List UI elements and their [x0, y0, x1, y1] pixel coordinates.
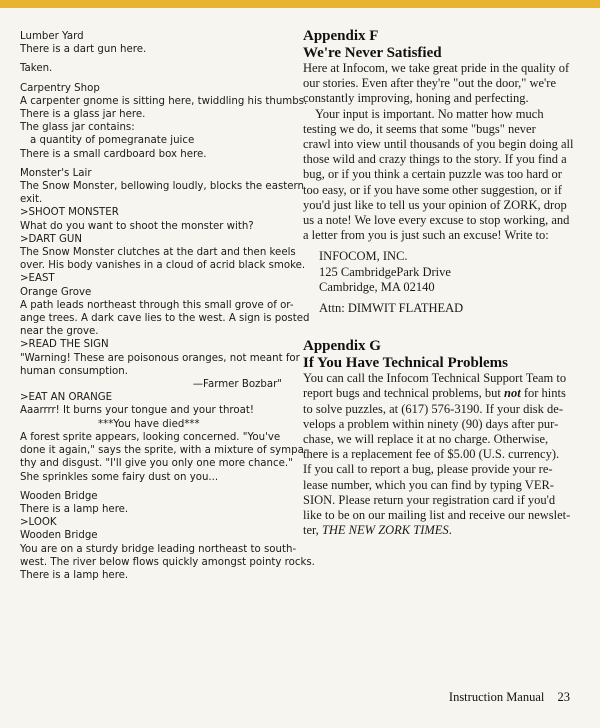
transcript-line: over. His body vanishes in a cloud of acrid black smoke. — [20, 260, 306, 272]
appendix-f — [303, 28, 579, 316]
transcript-line: There is a glass jar here. — [20, 109, 146, 121]
body-line: If you call to report a bug, please provide your re- — [303, 462, 553, 477]
body-line: You can call the Infocom Technical Support Team to — [303, 371, 567, 386]
transcript-line: exit. — [20, 194, 43, 206]
body-line: to solve puzzles, at (617) 576-3190. If your disk de- — [303, 401, 564, 416]
body-line: our stories. Even after they're "out the door," we're — [303, 76, 557, 91]
transcript-line: Taken. — [20, 63, 53, 75]
body-line: too easy, or if you have some other suggestion, or if — [303, 182, 562, 197]
transcript-line: >READ THE SIGN — [20, 339, 109, 351]
appendix-f-body — [303, 61, 579, 243]
transcript-line: Orange Grove — [20, 286, 92, 298]
body-line: report bugs and technical problems, but not for hints — [303, 386, 566, 401]
body-line: like to be on our mailing list and receive our newslet- — [303, 508, 571, 523]
body-line: Your input is important. No matter how much — [315, 106, 544, 121]
transcript-line: The glass jar contains: — [20, 122, 135, 134]
transcript-line: a quantity of pomegranate juice — [30, 135, 195, 147]
transcript-line: done it again," says the sprite, with a mixture of sympa- — [20, 445, 308, 457]
transcript-line: "Warning! These are poisonous oranges, not meant for — [20, 352, 300, 364]
transcript-line: human consumption. — [20, 365, 128, 377]
footer-label: Instruction Manual — [448, 690, 545, 704]
transcript-line: A forest sprite appears, looking concerned. "You've — [20, 431, 281, 443]
transcript-line: Monster's Lair — [20, 167, 92, 179]
transcript-line: Wooden Bridge — [20, 490, 98, 502]
body-line: chase, we will replace it at no charge. Otherwise, — [303, 432, 549, 447]
top-accent-bar — [0, 0, 600, 8]
body-line: Here at Infocom, we take great pride in the quality of — [303, 61, 570, 75]
transcript-line: >DART GUN — [20, 233, 82, 245]
mailing-address — [303, 249, 579, 316]
body-line: a letter from you is just such an excuse! Write to: — [303, 228, 549, 243]
body-line: crawl into view until thousands of you begin doing all — [303, 137, 574, 152]
body-line: constantly improving, honing and perfecting. — [303, 91, 529, 106]
address-line: Cambridge, MA 02140 — [319, 279, 435, 294]
game-transcript — [20, 30, 315, 582]
transcript-line: There is a small cardboard box here. — [20, 148, 207, 160]
transcript-line: >EAST — [20, 273, 55, 285]
transcript-line: There is a lamp here. — [20, 503, 129, 515]
body-line: SION. Please return your registration card if you'd — [303, 492, 556, 507]
transcript-line: thy and disgust. "I'll give you only one more chance." — [20, 458, 293, 470]
transcript-line: A path leads northeast through this small grove of or- — [20, 299, 294, 311]
transcript-line: Lumber Yard — [20, 31, 84, 42]
body-line: bug, or if you think a certain puzzle was too hard or — [303, 167, 562, 182]
transcript-line: Carpentry Shop — [20, 82, 100, 94]
transcript-line: >LOOK — [20, 517, 57, 529]
transcript-line: There is a lamp here. — [20, 569, 129, 581]
transcript-line: Aaarrrr! It burns your tongue and your throat! — [20, 405, 254, 417]
appendix-f-title: We're Never Satisfied — [303, 44, 442, 61]
transcript-line: She sprinkles some fairy dust on you... — [20, 471, 219, 483]
appendix-g-label: Appendix G — [303, 338, 381, 355]
address-attn: Attn: DIMWIT FLATHEAD — [319, 301, 464, 316]
transcript-line: What do you want to shoot the monster with? — [20, 220, 254, 232]
body-line: those wild and crazy things to the story. If you find a — [303, 152, 567, 167]
transcript-line: near the grove. — [20, 326, 99, 338]
page-number: 23 — [557, 690, 570, 704]
transcript-line: The Snow Monster, bellowing loudly, blocks the eastern — [20, 181, 304, 193]
appendix-f-label: Appendix F — [303, 28, 379, 44]
transcript-line: You are on a sturdy bridge leading northeast to south- — [20, 543, 297, 555]
appendix-g-body — [303, 371, 579, 538]
body-line: lease number, which you can find by typing VER- — [303, 477, 554, 492]
body-line: ter, THE NEW ZORK TIMES. — [303, 523, 452, 538]
transcript-line: >EAT AN ORANGE — [20, 392, 113, 404]
body-line: us a note! We love every excuse to stop working, and — [303, 213, 570, 228]
transcript-line: west. The river below flows quickly amongst pointy rocks. — [20, 556, 315, 568]
appendix-g — [303, 338, 579, 538]
transcript-line: A carpenter gnome is sitting here, twiddling his thumbs. — [20, 95, 308, 107]
body-line: velops a problem within ninety (90) days after pur- — [303, 416, 559, 431]
page-footer — [449, 690, 570, 705]
transcript-line: —Farmer Bozbar" — [192, 379, 282, 391]
transcript-line: ***You have died*** — [98, 418, 200, 430]
appendix-column — [303, 28, 579, 538]
transcript-line: >SHOOT MONSTER — [20, 207, 119, 219]
transcript-line: There is a dart gun here. — [20, 44, 147, 56]
body-line: testing we do, it seems that some "bugs" never — [303, 121, 536, 136]
transcript-line: ange trees. A dark cave lies to the west. A sign is posted — [20, 313, 310, 325]
address-line: INFOCOM, INC. — [319, 249, 408, 264]
body-line: there is a replacement fee of $5.00 (U.S. currency). — [303, 447, 560, 462]
body-line: you'd just like to tell us your opinion of ZORK, drop — [303, 197, 567, 212]
address-line: 125 CambridgePark Drive — [319, 264, 451, 279]
appendix-g-title: If You Have Technical Problems — [303, 354, 509, 371]
transcript-line: Wooden Bridge — [20, 530, 98, 542]
transcript-line: The Snow Monster clutches at the dart and then keels — [20, 247, 296, 259]
